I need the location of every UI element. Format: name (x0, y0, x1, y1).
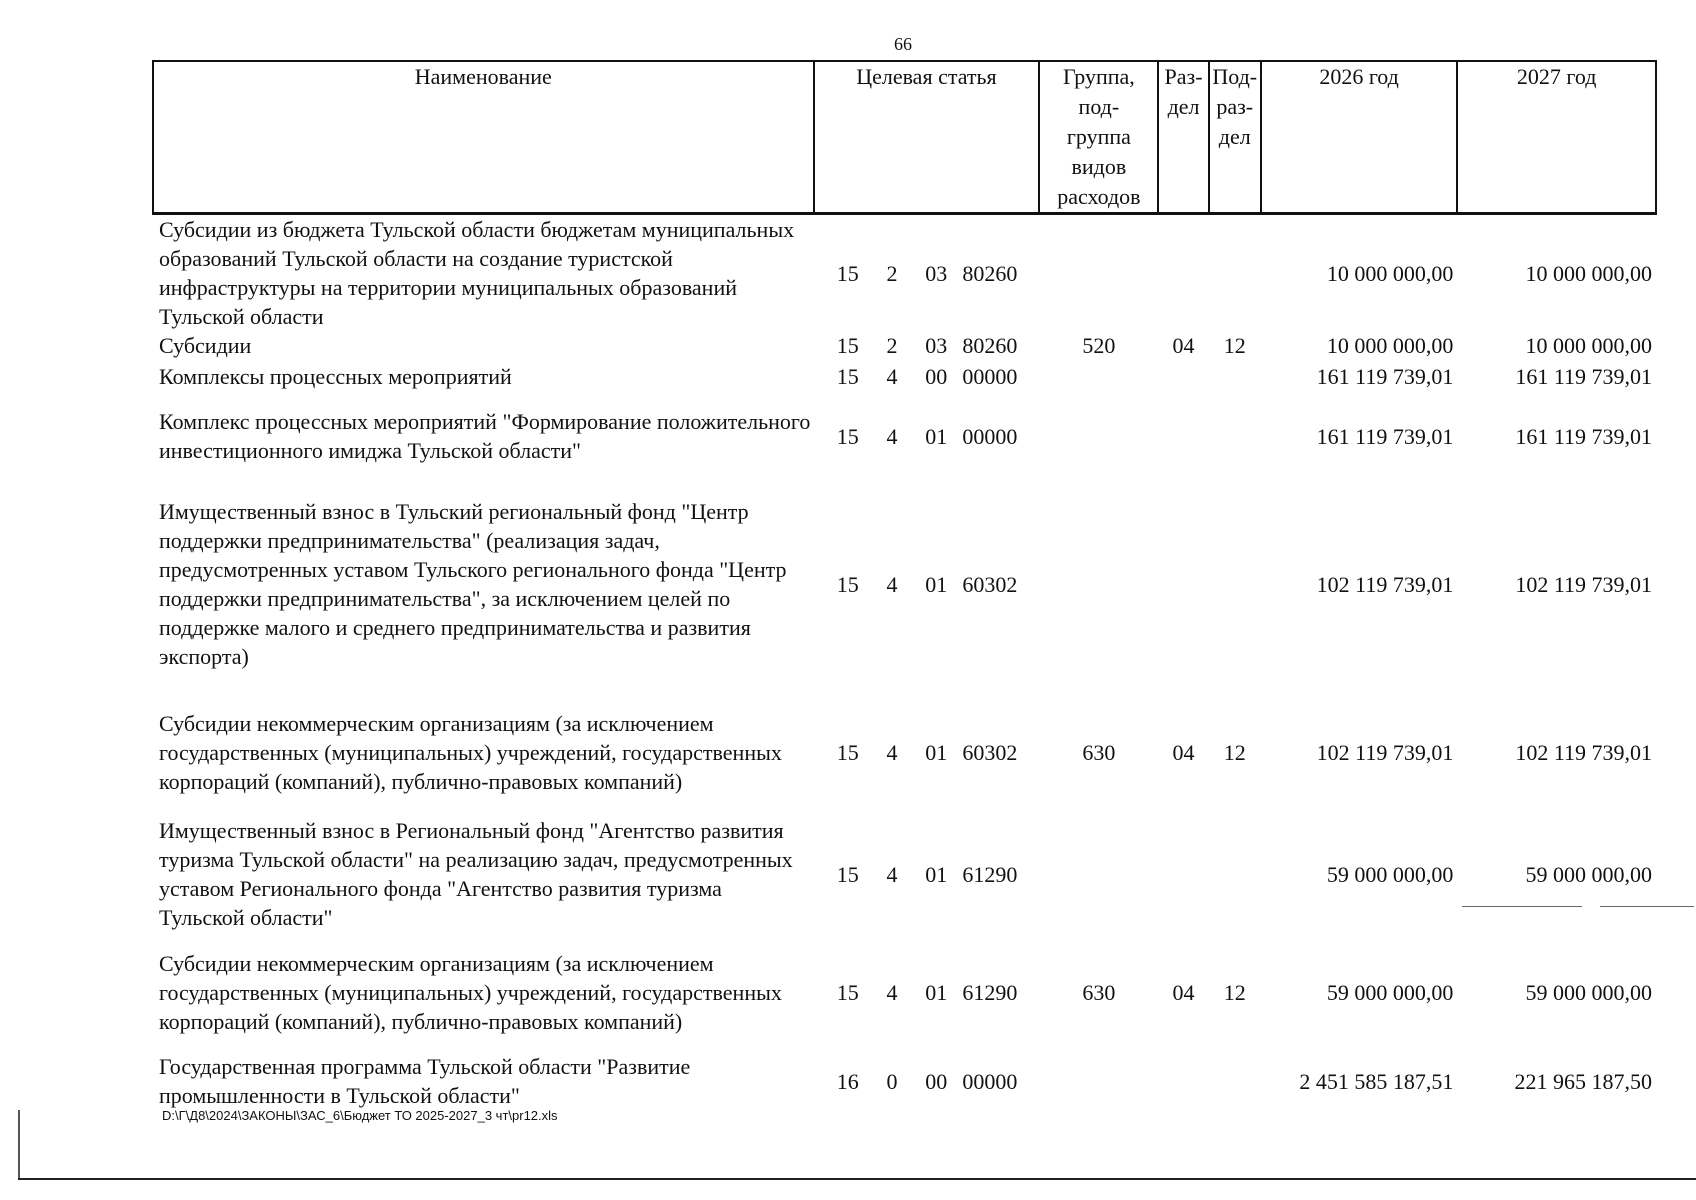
code-direction: 61290 (962, 979, 1018, 1005)
expense-group-line: видов (1071, 154, 1127, 179)
scan-artifact (1462, 906, 1582, 907)
row-expense-group (1039, 479, 1158, 689)
row-target-article (814, 689, 1040, 815)
code-direction: 80260 (962, 260, 1018, 286)
code-subprogram: 4 (886, 979, 898, 1005)
page-edge-bottom (18, 1178, 1696, 1180)
row-expense-group: 520 (1082, 333, 1116, 358)
row-amount-2026: 10 000 000,00 (1326, 260, 1454, 286)
expense-group-line: расходов (1057, 184, 1141, 209)
row-amount-2026: 161 119 739,01 (1316, 364, 1454, 389)
code-direction: 00000 (962, 364, 1018, 389)
row-section: 04 (1172, 979, 1195, 1005)
subsection-line: раз- (1216, 94, 1254, 119)
row-subsection (1209, 479, 1261, 689)
table-row (153, 933, 1656, 1051)
row-name: Государственная программа Тульской области "Развитие промышленности в Тульской области" (159, 1054, 691, 1108)
code-direction: 60302 (962, 739, 1018, 765)
row-amount-2027: 221 965 187,50 (1514, 1068, 1652, 1094)
table-header-row (153, 61, 1656, 214)
expense-group-line: под- (1078, 94, 1120, 119)
row-name: Субсидии некоммерческим организациям (за исключением государственных (муниципальных) учреждений, государственных корпораций (компаний), публично-правовых компаний) (159, 950, 782, 1034)
row-amount-2027: 102 119 739,01 (1515, 571, 1652, 597)
row-amount-2026: 10 000 000,00 (1326, 333, 1454, 358)
row-expense-group (1039, 360, 1158, 393)
row-subsection (1209, 815, 1261, 933)
row-target-article (814, 331, 1040, 360)
row-name: Имущественный взнос в Региональный фонд "Агентство развития туризма Тульской области" на реализацию задач, предусмотренных уставом Регионального фонда "Агентство развития туризма Тульской области" (159, 818, 793, 930)
row-subsection: 12 (1223, 739, 1246, 765)
table-row (153, 815, 1656, 933)
row-amount-2027: 59 000 000,00 (1525, 861, 1652, 887)
row-section (1158, 1051, 1208, 1111)
code-program: 15 (836, 364, 859, 389)
row-name: Комплекс процессных мероприятий "Формирование положительного инвестиционного имиджа Тульской области" (159, 409, 811, 463)
code-event: 01 (925, 739, 948, 765)
row-amount-2027: 161 119 739,01 (1515, 364, 1652, 389)
table-row (153, 1051, 1656, 1111)
code-event: 00 (925, 1068, 948, 1094)
row-name: Имущественный взнос в Тульский региональный фонд "Центр поддержки предпринимательства" (реализация задач, предусмотренных уставом Тульского регионального фонда "Центр поддержки предпринимательства", за исключением целей по поддержке малого и среднего предпринимательства и развития экспорта) (159, 499, 787, 669)
code-subprogram: 2 (886, 260, 898, 286)
row-expense-group (1039, 214, 1158, 332)
code-subprogram: 4 (886, 423, 898, 449)
code-program: 15 (836, 739, 859, 765)
row-amount-2027: 102 119 739,01 (1515, 739, 1652, 765)
row-amount-2027: 10 000 000,00 (1525, 260, 1652, 286)
subsection-line: Под- (1212, 64, 1258, 89)
code-program: 15 (836, 423, 859, 449)
row-subsection (1209, 1051, 1261, 1111)
code-direction: 80260 (962, 333, 1018, 358)
table-row (153, 360, 1656, 393)
row-target-article (814, 360, 1040, 393)
code-direction: 00000 (962, 423, 1018, 449)
row-name: Субсидии (159, 333, 252, 358)
row-amount-2026: 102 119 739,01 (1316, 571, 1454, 597)
code-direction: 61290 (962, 861, 1018, 887)
row-amount-2026: 102 119 739,01 (1316, 739, 1454, 765)
row-subsection (1209, 214, 1261, 332)
row-name: Комплексы процессных мероприятий (159, 364, 512, 389)
column-header-name: Наименование (153, 61, 814, 214)
page-number: 66 (894, 34, 912, 54)
row-subsection: 12 (1223, 333, 1246, 358)
row-name: Субсидии некоммерческим организациям (за исключением государственных (муниципальных) учреждений, государственных корпораций (компаний), публично-правовых компаний) (159, 710, 782, 794)
expense-group-line: Группа, (1062, 64, 1135, 89)
code-direction: 00000 (962, 1068, 1018, 1094)
code-event: 01 (925, 423, 948, 449)
code-subprogram: 4 (886, 571, 898, 597)
code-event: 01 (925, 979, 948, 1005)
row-amount-2026: 59 000 000,00 (1326, 979, 1454, 1005)
column-header-subsection (1209, 61, 1261, 214)
expense-group-line: группа (1066, 124, 1131, 149)
code-program: 16 (836, 1068, 859, 1094)
row-section: 04 (1172, 333, 1195, 358)
subsection-line: дел (1218, 124, 1251, 149)
row-target-article (814, 933, 1040, 1051)
code-subprogram: 0 (886, 1068, 898, 1094)
row-expense-group (1039, 815, 1158, 933)
scan-artifact (1600, 906, 1694, 907)
code-program: 15 (836, 861, 859, 887)
row-subsection: 12 (1223, 979, 1246, 1005)
row-expense-group (1039, 1051, 1158, 1111)
section-line: Раз- (1164, 64, 1203, 89)
row-expense-group: 630 (1082, 739, 1116, 765)
table-row (153, 689, 1656, 815)
code-event: 03 (925, 333, 948, 358)
row-amount-2026: 161 119 739,01 (1316, 423, 1454, 449)
column-header-expense-group (1039, 61, 1158, 214)
row-section (1158, 815, 1208, 933)
column-header-2026: 2026 год (1261, 61, 1457, 214)
row-amount-2027: 161 119 739,01 (1515, 423, 1652, 449)
row-target-article (814, 214, 1040, 332)
file-path-footer: D:\Г\Д8\2024\ЗАКОНЫ\ЗАС_6\Бюджет ТО 2025-2027_3 чт\pr12.xls (162, 1108, 558, 1123)
row-subsection (1209, 393, 1261, 479)
row-target-article (814, 479, 1040, 689)
table-row (153, 479, 1656, 689)
budget-table (152, 60, 1657, 1111)
code-event: 01 (925, 571, 948, 597)
row-amount-2027: 59 000 000,00 (1525, 979, 1652, 1005)
code-subprogram: 4 (886, 739, 898, 765)
column-header-target-article: Целевая статья (814, 61, 1040, 214)
code-program: 15 (836, 333, 859, 358)
code-direction: 60302 (962, 571, 1018, 597)
code-program: 15 (836, 979, 859, 1005)
row-section (1158, 393, 1208, 479)
row-target-article (814, 815, 1040, 933)
code-event: 00 (925, 364, 948, 389)
code-event: 03 (925, 260, 948, 286)
code-program: 15 (836, 571, 859, 597)
row-target-article (814, 1051, 1040, 1111)
page-edge-left (18, 1110, 20, 1180)
code-subprogram: 4 (886, 861, 898, 887)
row-section: 04 (1172, 739, 1195, 765)
row-section (1158, 360, 1208, 393)
table-row (153, 214, 1656, 332)
row-subsection (1209, 360, 1261, 393)
section-line: дел (1167, 94, 1200, 119)
row-section (1158, 214, 1208, 332)
row-expense-group (1039, 393, 1158, 479)
row-target-article (814, 393, 1040, 479)
code-subprogram: 4 (886, 364, 898, 389)
code-event: 01 (925, 861, 948, 887)
row-section (1158, 479, 1208, 689)
code-program: 15 (836, 260, 859, 286)
code-subprogram: 2 (886, 333, 898, 358)
table-row (153, 393, 1656, 479)
column-header-2027: 2027 год (1457, 61, 1656, 214)
row-amount-2026: 2 451 585 187,51 (1299, 1068, 1454, 1094)
row-name: Субсидии из бюджета Тульской области бюджетам муниципальных образований Тульской области на создание туристской инфраструктуры на территории муниципальных образований Тульской области (159, 217, 795, 329)
row-expense-group: 630 (1082, 979, 1116, 1005)
row-amount-2026: 59 000 000,00 (1326, 861, 1454, 887)
row-amount-2027: 10 000 000,00 (1525, 333, 1652, 358)
table-row (153, 331, 1656, 360)
column-header-section (1158, 61, 1208, 214)
